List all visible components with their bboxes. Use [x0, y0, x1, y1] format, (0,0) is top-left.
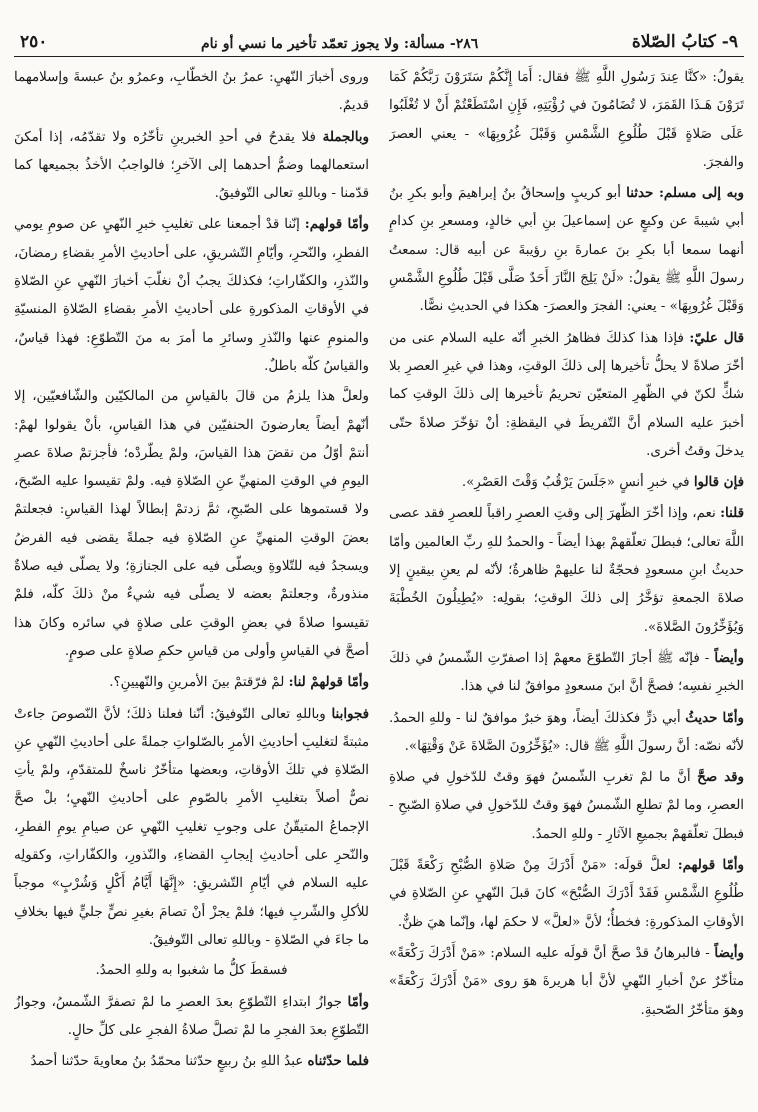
paragraph [14, 210, 369, 381]
paragraph-lead: وأمّا قولهمْ لنا: [288, 674, 369, 691]
book-page [14, 8, 744, 1104]
paragraph-text: فإذا هذا كذلكَ فظاهرُ الخبرِ أنّه عليه السلام عنى من أخّرَ صلاةً لا يحلُّ تأخيرها إلى ذلكَ الوقتِ، وهذا في غيرِ العصرِ بلا شكٍّ لكنّ في الظّهرِ المتعيّن تحريمُ تأخيرها إلى ذلكَ الوقتِ كما أخبرَ عليه السلام أنَّ التّفريطَ في اليقظةِ: أنْ تؤخّرَ صلاةً حتّى يدخلَ وقتُ أخرى. [389, 330, 744, 459]
paragraph [14, 123, 369, 209]
chapter-title: ٩- كتابُ الصّلاة [631, 32, 738, 52]
paragraph [389, 468, 744, 497]
paragraph-lead: وبالجملة [322, 128, 369, 145]
paragraph [389, 851, 744, 937]
paragraph-text: - فإنّه ﷺ أجازَ التّطوّعَ معهمْ إذا اصفرّتِ الشّمسُ في ذلكَ الخبرِ نفسِه؛ فصحَّ أنَّ ابنَ مسعودٍ موافقٌ لنا في هذا. [389, 650, 744, 695]
paragraph-lead: فإن قالوا [693, 474, 744, 491]
paragraph [389, 704, 744, 762]
paragraph-text: - فالبرهانُ قدْ صحَّ أنَّ قولَه عليه السلام: «مَنْ أَدْرَكَ رَكْعَةً» متأخّرٌ عنْ أخبارِ النّهيِ لأنَّ أبا هريرةَ هوَ روى «مَنْ أَدْرَكَ رَكْعَةً» وهوَ متأخّرُ الصّحبةِ. [389, 945, 744, 1018]
paragraph-lead: قلنا: [720, 505, 744, 522]
paragraph-text: فسقطَ كلُّ ما شغبوا به وللهِ الحمدُ. [95, 963, 288, 979]
paragraph-text: في خبرِ أنسٍ «جَلَسَ يَرْقُبُ وَقْتَ العَصْرِ». [461, 475, 694, 491]
paragraph-text: عبدُ اللهِ بنُ ربيعٍ حدّثنا محمّدُ بنُ معاويةَ حدّثنا أحمدُ [30, 1054, 308, 1070]
paragraph-text: لمْ فرّقتمْ بينَ الأمرينِ والنّهيينِ؟. [109, 675, 289, 691]
paragraph-lead: وأمّا حديثُ [685, 709, 744, 726]
paragraph-text: يقولُ: «كنَّا عِندَ رَسُولِ اللَّهِ ﷺ فقال: أَمَا إِنَّكُمْ سَتَرَوْنَ رَبَّكُمْ كَمَا تَرَوْنَ هَـذَا القَمَرَ، لا تُضَامُونَ في رُؤْيَتِهِ، فَإِنِ اسْتَطَعْتُمْ أَنْ لا تُغْلَبُوا عَلَى صَلاةٍ قَبْلَ طُلُوعِ الشَّمْسِ وَقَبْلَ غُرُوبِهَا» - يعني العصرَ والفجرَ. [389, 70, 744, 170]
paragraph-lead: وأيضاً [714, 944, 744, 961]
paragraph-lead: وأمّا [347, 993, 369, 1010]
paragraph-text: نعم، وإذا أخّرَ الظّهرَ إلى وقتِ العصرِ راقباً للعصرِ فقد عصى اللَّهَ تعالى؛ فبطلَ تعلّقهمْ بهذا أيضاً - والحمدُ للهِ ربِّ العالمين وأمّا حديثُ ابنِ مسعودٍ فحجّةٌ لنا عليهمْ ظاهرةٌ؛ لأنّه لم يعنِ بيقينٍ إلا صلاةَ الجمعةِ تؤخَّرُ إلى ذلكَ الوقتِ؛ بقولِه: «يُطِيلُونَ الخُطْبَةَ وَيُؤَخِّرُونَ الصَّلاةَ». [389, 506, 744, 635]
paragraph-text: وباللهِ تعالى التّوفيقُ: أنّنا فعلنا ذلكَ؛ لأنَّ النّصوصَ جاءتْ مثبتةً لتغليبِ أحاديثِ الأمرِ بالصّلواتِ جملةً على أحاديثِ النّهيِ عنِ الصّلاةِ في تلكَ الأوقاتِ، وبعضها متأخّرٌ ناسخٌ للمتقدّمِ، ولمْ يأتِ نصٌّ أصلاً بتغليبِ الأمرِ بالصّومِ على أحاديثِ النّهيِ؛ بلْ صحَّ الإجماعُ المتيقّنُ على وجوبِ تغليبِ النّهيِ عن صيامِ يومِ الفطرِ، والنّحرِ على أحاديثِ إيجابِ القضاءِ، والنّذورِ، والكفّاراتِ، وكقولِه عليه السلام في أيّامِ التّشريقِ: «إِنَّهَا أَيَّامُ أَكْلٍ وَشُرْبٍ» موجباً للأكلِ والشّربِ فيها؛ فلمْ يجزْ أنْ تصامَ بغيرِ نصٍّ جليٍّ فيها بخلافِ ما جاءَ في الصّلاةِ - وباللهِ تعالى التّوفيقُ. [14, 706, 369, 948]
paragraph-text: جوازُ ابتداءِ التّطوّعِ بعدَ العصرِ ما لمْ تصفرَّ الشّمسُ، وجوازُ التّطوّعِ بعدَ الفجرِ ما لمْ تصلَّ صلاةُ الفجرِ على كلِّ حالٍ. [14, 994, 369, 1038]
paragraph-lead: قال عليّ: [689, 329, 744, 346]
paragraph-text: إنّنا قدْ أجمعنا على تغليبِ خبرِ النّهيِ عن صومِ يومي الفطرِ، والنّحرِ، وأيّامِ التّشريقِ، على أحاديثِ الأمرِ بقضاءِ رمضانَ، والنّذرِ، والكفّاراتِ؛ فكذلكَ يجبُ أنْ نغلّبَ أخبارَ النّهيِ عنِ الصّلاةِ في الأوقاتِ المذكورةِ على أحاديثِ الأمرِ بقضاءِ الصّلاةِ المنسيّةِ والمنومِ عنها والنّذرِ وسائرِ ما أمرَ به منَ التّطوّعِ: فهذا قياسٌ، والقياسُ كلّه باطلٌ. [14, 217, 369, 374]
paragraph [14, 957, 369, 985]
paragraph [14, 668, 369, 697]
paragraph-lead: وأمّا قولهم: [677, 857, 744, 874]
paragraph [14, 64, 369, 121]
paragraph [389, 324, 744, 466]
paragraph-lead: فجوابنا [331, 705, 369, 722]
right-column [389, 64, 744, 1100]
paragraph-lead: وأيضاً [714, 649, 744, 666]
paragraph-text: أنَّ ما لمْ تغربِ الشّمسُ فهوَ وقتٌ للدّخولِ في صلاةِ العصرِ، وما لمْ تطلعِ الشّمسُ فهوَ وقتٌ للدّخولِ في صلاةِ الصّبحِ - فبطلَ تعلّقهمْ بجميعِ الآثارِ - وللهِ الحمدُ. [389, 770, 744, 842]
page-header [14, 8, 744, 57]
paragraph-lead: وأمّا قولهم: [304, 216, 369, 233]
paragraph [14, 383, 369, 666]
paragraph [389, 179, 744, 321]
paragraph-lead: وبه إلى مسلم: حدثنا [626, 185, 744, 202]
paragraph [389, 499, 744, 641]
page-number: ٢٥٠ [20, 32, 48, 52]
paragraph-lead: وقد صحَّ [697, 769, 744, 786]
paragraph [389, 644, 744, 702]
paragraph [14, 700, 369, 956]
paragraph [14, 988, 369, 1046]
section-title: ٢٨٦- مسألة: ولا يجوز تعمّد تأخير ما نسي أو نام [201, 36, 479, 52]
paragraph-text: لعلَّ قولَه: «مَنْ أَدْرَكَ مِنْ صَلاةِ الصُّبْحِ رَكْعَةً قَبْلَ طُلُوعِ الشَّمْسِ فَقَدْ أَدْرَكَ الصُّبْحَ» كانَ قبلَ النّهيِ عنِ الصّلاةِ في الأوقاتِ المذكورةِ: فخطأٌ؛ لأنَّ «لعلَّ» لا حكمَ لها، وإنّما هيَ ظنٌّ. [389, 858, 744, 930]
paragraph-text: ولعلَّ هذا يلزمُ من قالَ بالقياسِ من المالكيّين والشّافعيّين، إلا أنّهمْ أيضاً يعارضونَ الحنفيّين في هذا القياسِ، بأنْ يقولوا لهمْ: أنتمْ أوّلُ من نقضَ هذا القياسَ، ولمْ يطّردْه؛ فأجزتمْ صلاةَ عصرِ اليومِ في الوقتِ المنهيِّ عنِ الصّلاةِ فيه. ولمْ تقيسوا عليه الصّبحَ، ولا قستموها على الصّبحِ، ثمَّ زدتمْ إبطالاً لهذا القياسِ: فجعلتمْ بعضَ الوقتِ المنهيِّ عنِ الصّلاةِ فيه جملةً يقضى فيه الفرضُ ويسجدُ فيه للتّلاوةِ ويصلّى فيه على الجنازةِ؛ ولا يصلّى فيه صلاةٌ منذورةٌ، وجعلتمْ بعضه لا يصلّى فيه شيءٌ منْ ذلكَ كلّه، فلمْ تقيسوا صلاةً في بعضِ الوقتِ على صلاةٍ في سائره وكانَ هذا أصحَّ في القياسِ وأولى من قياسِ حكمِ صلاةٍ على صومٍ. [14, 389, 369, 659]
paragraph-text: أبو كريبٍ وإسحاقُ بنُ إبراهيمَ وأبو بكرِ بنُ أبي شيبةَ عن وكيعٍ عن إسماعيلَ بنِ أبي خالدٍ، ومسعرِ بنِ كدامٍ أنهما سمعا أبا بكرِ بنَ عمارةَ بنِ رؤيبةَ عن أبيه قال: سمعتُ رسولَ اللَّهِ ﷺ يقولُ: «لَنْ يَلِجَ النَّارَ أَحَدٌ صَلَّى قَبْلَ طُلُوعِ الشَّمْسِ وَقَبْلَ غُرُوبِهَا» - يعني: الفجرَ والعصرَ- هكذا في الحديثِ نصًّا. [389, 186, 744, 315]
paragraph-text: وروى أخبارَ النّهيِ: عمرُ بنُ الخطّابِ، وعمرُو بنُ عبسةَ وإسلامهما قديمٌ. [14, 70, 369, 114]
paragraph-text: فلا يقدحُ في أحدِ الخبرينِ تأخّرُه ولا تقدّمُه، إذا أمكنَ استعمالهما وضمُّ أحدهما إلى الآخرِ؛ فالواجبُ الأخذُ بجميعها كما قدّمنا - وباللهِ تعالى التّوفيقُ. [14, 129, 369, 202]
paragraph-lead: فلما حدّثناه [307, 1053, 369, 1070]
paragraph [389, 763, 744, 849]
left-column [14, 64, 369, 1100]
paragraph [14, 1047, 369, 1076]
paragraph [389, 939, 744, 1025]
text-columns [14, 64, 744, 1100]
paragraph-text: أبي ذرٍّ فكذلكَ أيضاً، وهوَ خبرٌ موافقٌ لنا - وللهِ الحمدُ. لأنّه نصّه: أنَّ رسولَ اللَّهِ ﷺ قال: «يُؤَخِّرُونَ الصَّلاةَ عَنْ وَقْتِهَا». [389, 710, 744, 754]
paragraph [389, 64, 744, 177]
